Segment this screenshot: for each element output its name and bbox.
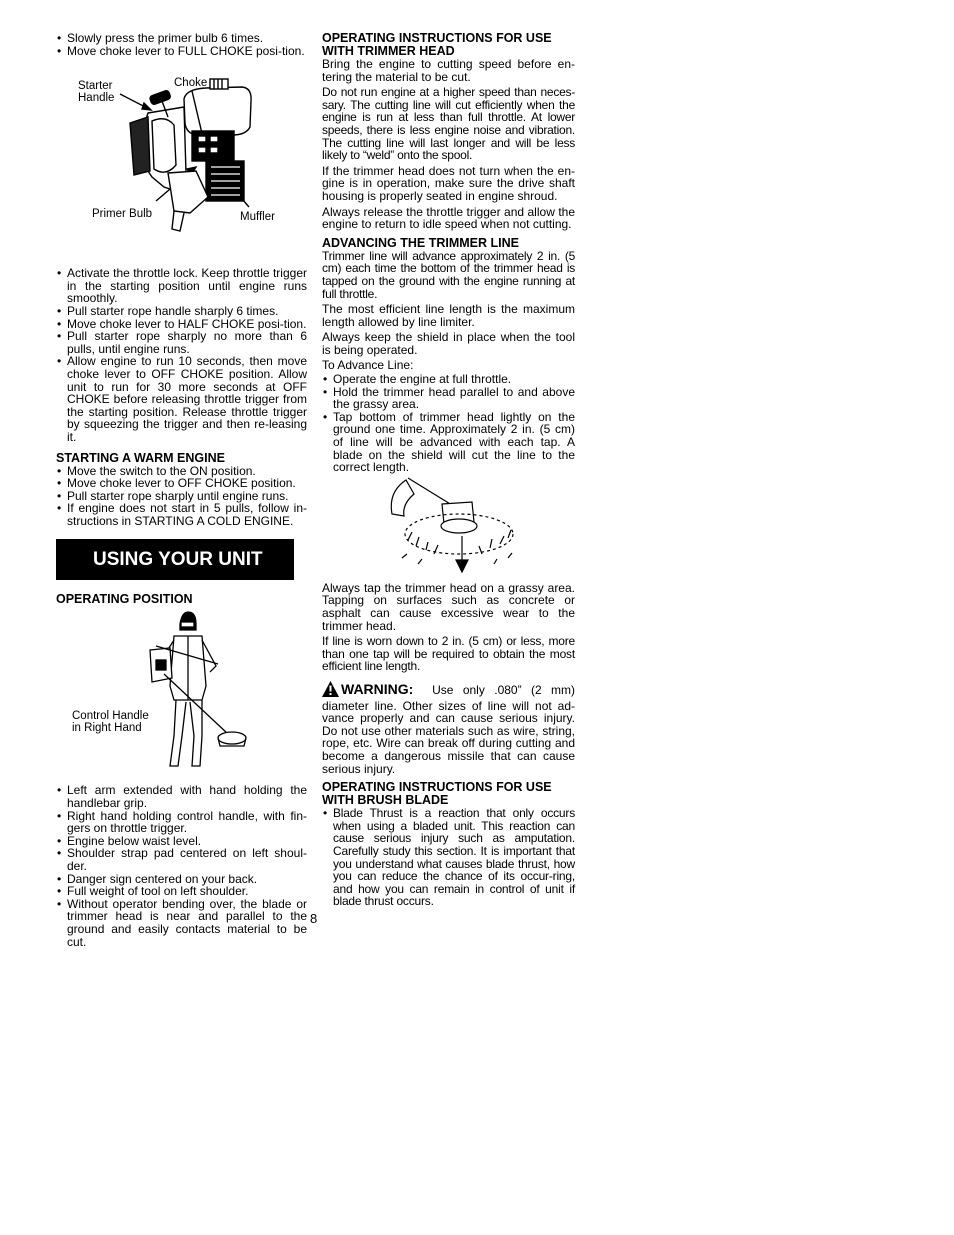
paragraph: Always release the throttle trigger and allow the engine to return to idle speed when not cutting. — [322, 204, 575, 232]
cold-start-steps-list — [56, 267, 307, 443]
list-item: • Engine below waist level. — [56, 835, 307, 848]
list-item: • If engine does not start in 5 pulls, follow in-structions in STARTING A COLD ENGINE. — [56, 502, 307, 527]
trimmer-head-illustration — [322, 474, 575, 584]
paragraph: Always tap the trimmer head on a grassy area. Tapping on surfaces such as concrete or asphalt can cause excessive wear to the trimmer head. — [322, 580, 575, 633]
choke-label: Choke — [174, 77, 208, 90]
list-item: • Move choke lever to OFF CHOKE position. — [56, 477, 307, 490]
warning-block — [322, 681, 575, 775]
warm-engine-heading: STARTING A WARM ENGINE — [56, 450, 225, 465]
list-item: • Pull starter rope handle sharply 6 times. — [56, 305, 307, 318]
warning-text: Use only .080” (2 mm) diameter line. Other sizes of line will not ad-vance properly and can cause serious injury. Do not use other materials such as wire, string, rope, etc. Wire can break off during cutting and become a dangerous missile that can cause serious injury. — [322, 682, 576, 776]
operating-position-heading: OPERATING POSITION — [56, 592, 193, 607]
paragraph: Trimmer line will advance approximately 2 in. (5 cm) each time the bottom of the trimmer head is tapped on the ground with the engine running at full throttle. — [322, 248, 575, 301]
list-item: • Slowly press the primer bulb 6 times. — [56, 32, 307, 45]
warning-triangle-icon — [322, 681, 339, 700]
right-column — [322, 32, 575, 908]
paragraph: If the trimmer head does not turn when the en-gine is in operation, make sure the drive shaft housing is properly seated in engine shroud. — [322, 163, 575, 203]
list-item: • Operate the engine at full throttle. — [322, 373, 575, 386]
paragraph: Do not run engine at a higher speed than neces-sary. The cutting line will cut efficiently when the engine is run at less than full throttle. At lower speeds, there is less engine noise and vibration. The cutting line will last longer and will be less likely to “weld” onto the spool. — [322, 85, 575, 163]
brush-blade-list — [322, 807, 575, 908]
muffler-label: Muffler — [240, 211, 275, 224]
paragraph: To Advance Line: — [322, 358, 414, 373]
operator-illustration — [56, 606, 307, 768]
brush-blade-heading: OPERATING INSTRUCTIONS FOR USE WITH BRUSH BLADE — [322, 780, 552, 808]
list-item: • Full weight of tool on left shoulder. — [56, 885, 307, 898]
list-item: • Activate the throttle lock. Keep throttle trigger in the starting position until engine runs smoothly. — [56, 267, 307, 305]
list-item: • Blade Thrust is a reaction that only occurs when using a bladed unit. This reaction can cause serious injury such as amputation. Carefully study this section. It is important that you understand what causes blade thrust, how you can reduce the chance of its occur-ring, and how you can remain in control of unit if blade thrust occurs. — [322, 807, 575, 908]
warning-paragraph — [322, 681, 575, 775]
advancing-line-heading: ADVANCING THE TRIMMER LINE — [322, 235, 519, 250]
primer-steps-list — [56, 32, 307, 57]
warning-title: WARNING: — [341, 680, 414, 697]
operator-diagram — [56, 606, 307, 768]
list-item: • Left arm extended with hand holding the handlebar grip. — [56, 784, 307, 809]
control-handle-label: Control Handle in Right Hand — [72, 710, 149, 735]
list-item: • Danger sign centered on your back. — [56, 873, 307, 886]
warm-start-steps-list — [56, 465, 307, 528]
starter-handle-label: Starter Handle — [78, 80, 115, 105]
advance-line-steps-list — [322, 373, 575, 474]
list-item: • Without operator bending over, the blade or trimmer head is near and parallel to the ground and easily contacts material to be cut. — [56, 898, 307, 948]
operating-position-list — [56, 784, 307, 948]
left-column — [56, 32, 307, 948]
section-banner: USING YOUR UNIT — [56, 539, 294, 580]
trimmer-head-heading: OPERATING INSTRUCTIONS FOR USE WITH TRIMMER HEAD — [322, 31, 552, 58]
engine-illustration — [56, 61, 307, 249]
trimmer-head-diagram — [322, 474, 575, 584]
list-item: • Allow engine to run 10 seconds, then move choke lever to OFF CHOKE position. Allow unit to run for 30 more seconds at OFF CHOKE before releasing throttle trigger from the starting position. Release throttle trigger by squeezing the trigger and then re-leasing it. — [56, 355, 307, 443]
list-item: • Pull starter rope sharply until engine runs. — [56, 490, 307, 503]
engine-diagram — [56, 61, 307, 249]
list-item: • Move the switch to the ON position. — [56, 465, 307, 478]
list-item: • Hold the trimmer head parallel to and above the grassy area. — [322, 386, 575, 411]
list-item: • Tap bottom of trimmer head lightly on the ground one time. Approximately 2 in. (5 cm) of line will be advanced with each tap. A blade on the shield will cut the line to the correct length. — [322, 411, 575, 474]
page-number: 8 — [310, 911, 318, 926]
paragraph: Bring the engine to cutting speed before en-tering the material to be cut. — [322, 57, 575, 84]
list-item: • Right hand holding control handle, with fin-gers on throttle trigger. — [56, 810, 307, 835]
primer-bulb-label: Primer Bulb — [92, 208, 153, 221]
paragraph: Always keep the shield in place when the tool is being operated. — [322, 330, 575, 357]
list-item: • Pull starter rope sharply no more than 6 pulls, until engine runs. — [56, 330, 307, 355]
paragraph: If line is worn down to 2 in. (5 cm) or less, more than one tap will be required to obtain the most efficient line length. — [322, 634, 575, 674]
list-item: • Shoulder strap pad centered on left shoul-der. — [56, 847, 307, 872]
list-item: • Move choke lever to FULL CHOKE posi-tion. — [56, 45, 307, 58]
list-item: • Move choke lever to HALF CHOKE posi-tion. — [56, 318, 307, 331]
paragraph: The most efficient line length is the maximum length allowed by line limiter. — [322, 302, 575, 329]
